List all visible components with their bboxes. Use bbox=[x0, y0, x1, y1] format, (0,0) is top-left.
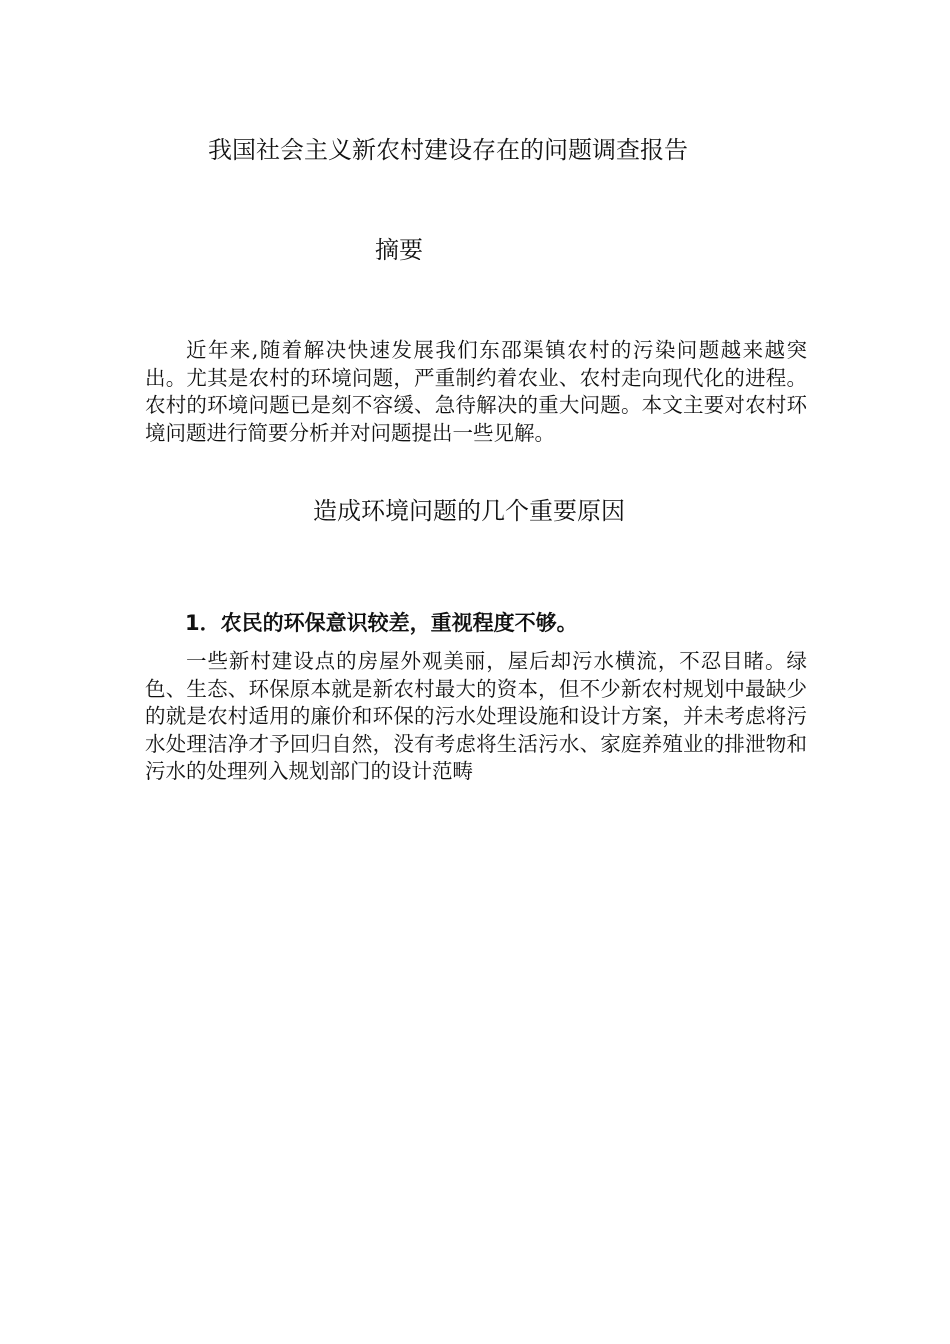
subsection-heading: 1．农民的环保意识较差，重视程度不够。 bbox=[185, 611, 578, 635]
section-heading: 造成环境问题的几个重要原因 bbox=[313, 497, 625, 525]
subsection-paragraph: 一些新村建设点的房屋外观美丽，屋后却污水横流，不忍目睹。绿色、生态、环保原本就是新农村最大的资本，但不少新农村规划中最缺少的就是农村适用的廉价和环保的污水处理设施和设计方案，并未考虑将污水处理洁净才予回归自然，没有考虑将生活污水、家庭养殖业的排泄物和污水的处理列入规划部门的设计范畴 bbox=[145, 649, 807, 783]
abstract-heading: 摘要 bbox=[375, 236, 423, 264]
abstract-paragraph: 近年来,随着解决快速发展我们东邵渠镇农村的污染问题越来越突出。尤其是农村的环境问题，严重制约着农业、农村走向现代化的进程。农村的环境问题已是刻不容缓、急待解决的重大问题。本文主要对农村环境问题进行简要分析并对问题提出一些见解。 bbox=[145, 338, 807, 445]
document-title: 我国社会主义新农村建设存在的问题调查报告 bbox=[208, 136, 688, 164]
